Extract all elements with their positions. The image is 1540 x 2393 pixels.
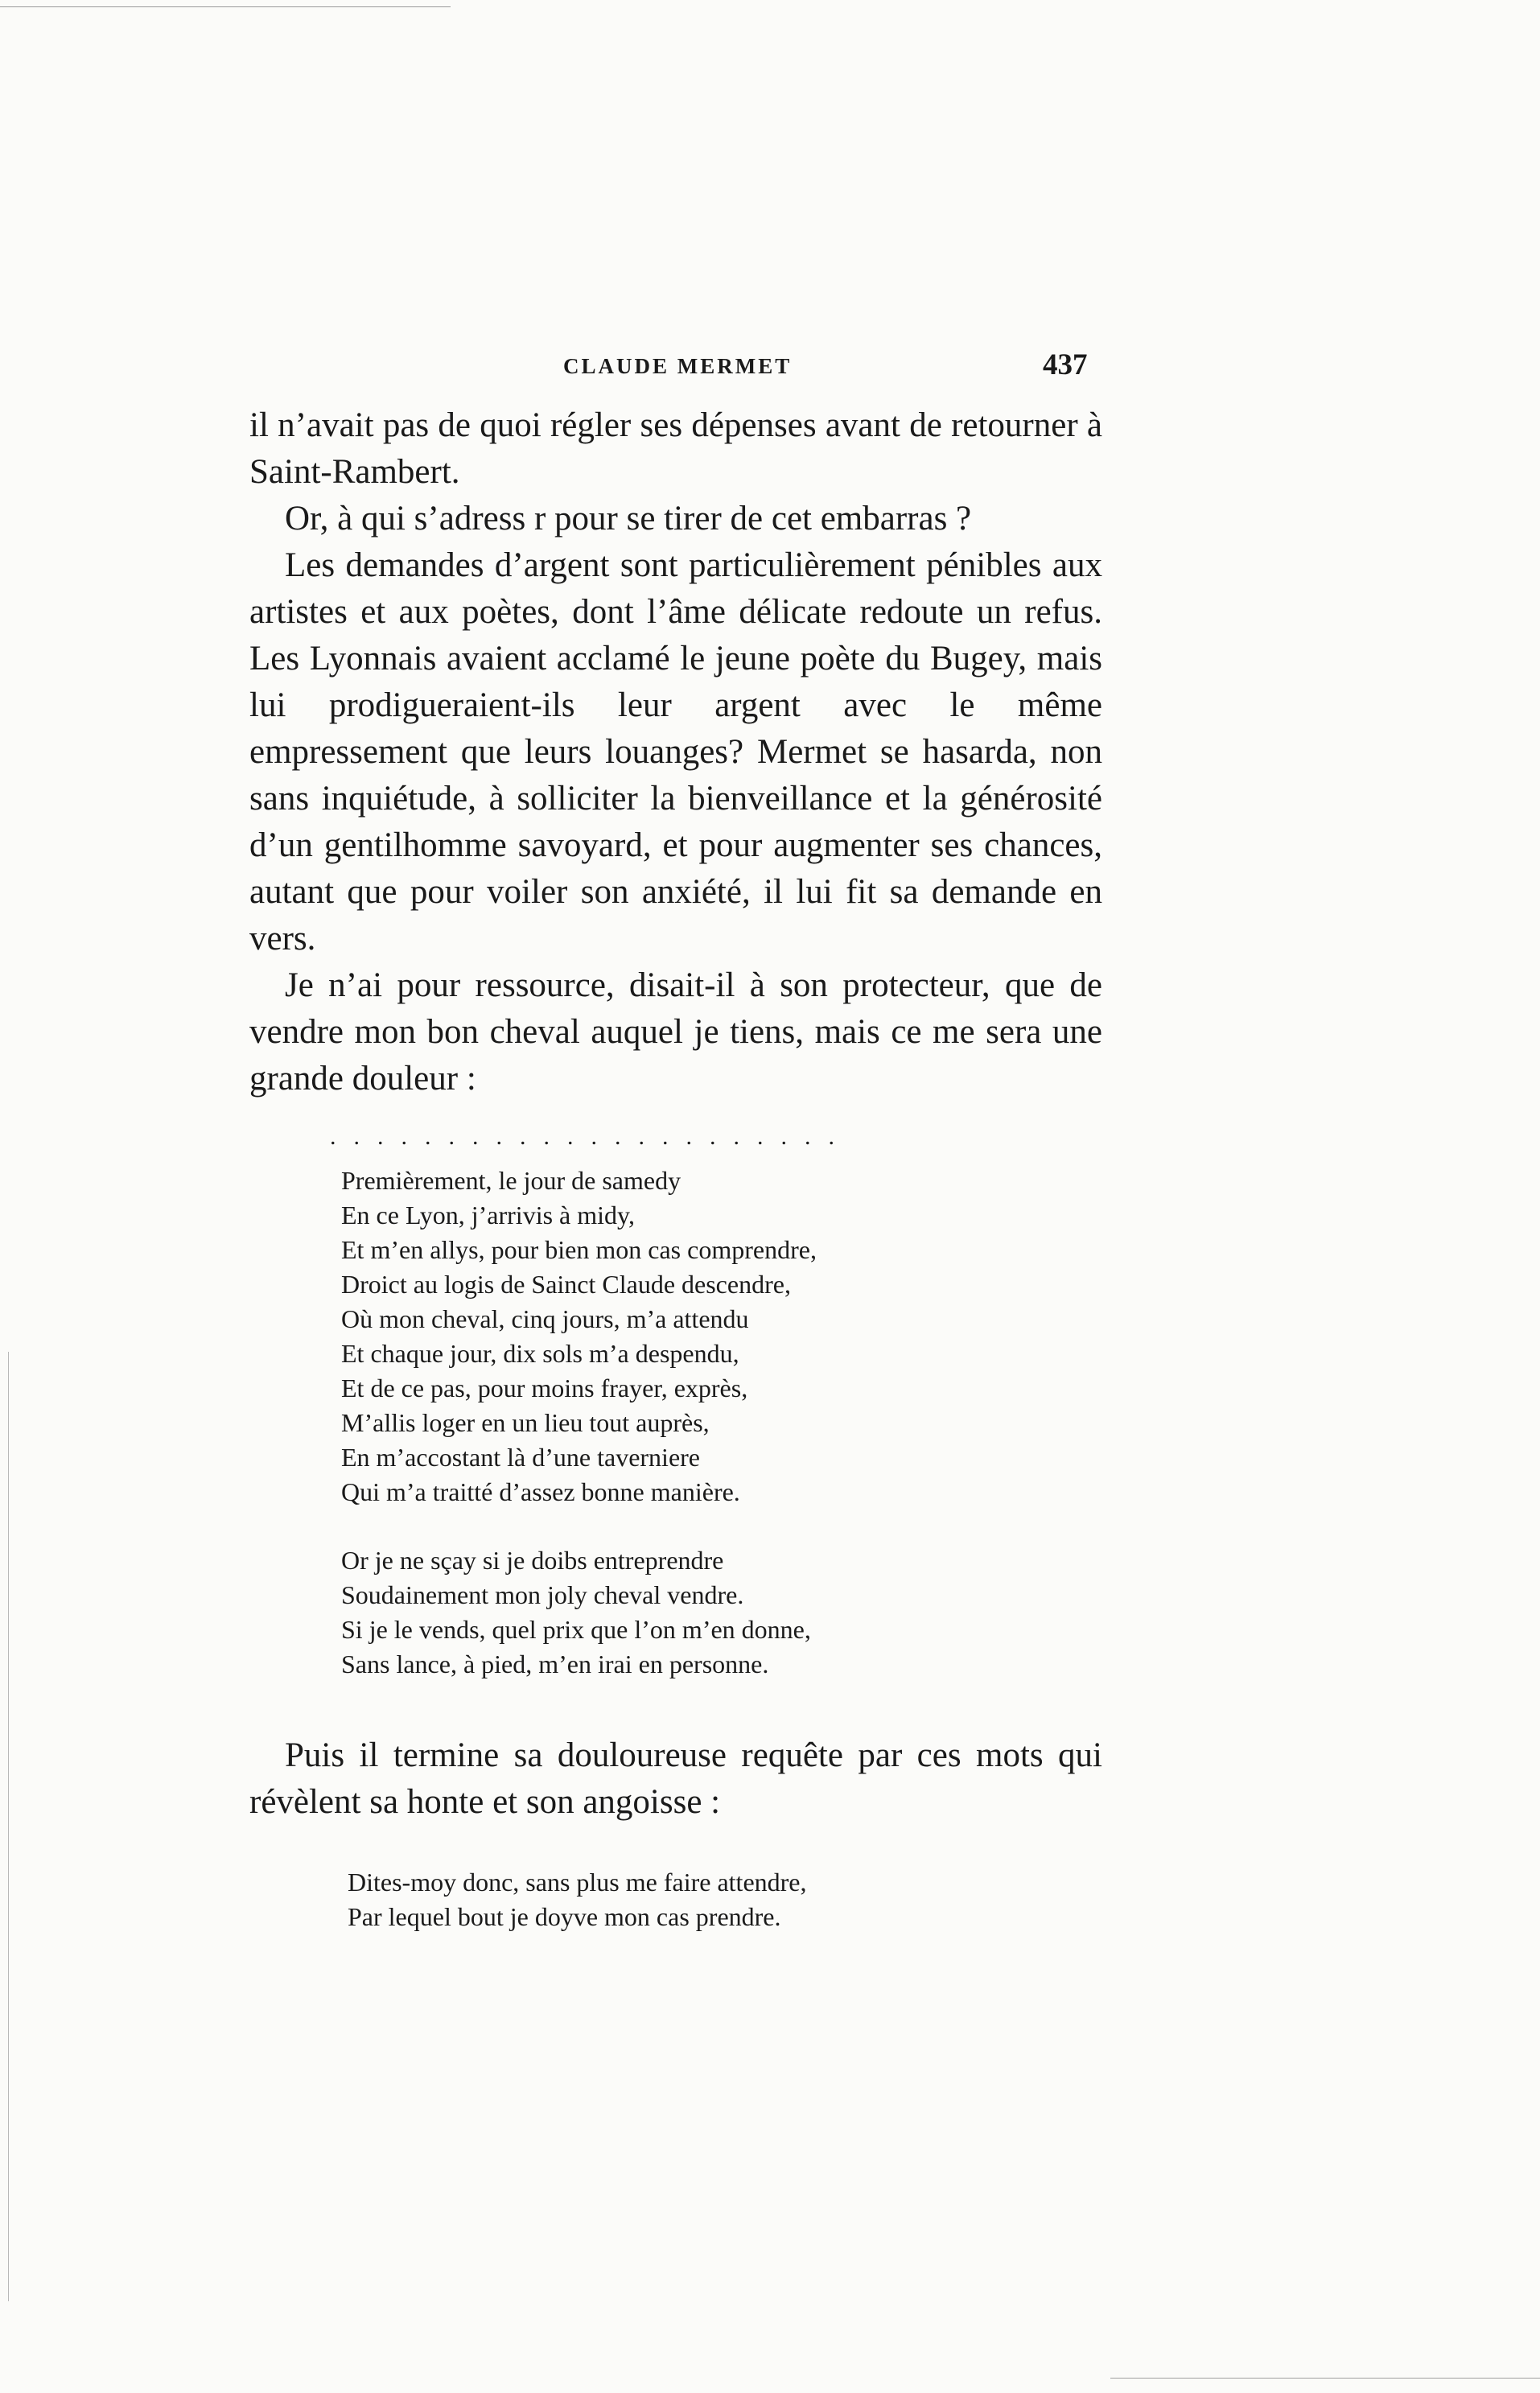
verse-line: Dites-moy donc, sans plus me faire attendre, [348,1868,807,1897]
paragraph: Or, à qui s’adress r pour se tirer de cet embarras ? [285,500,972,537]
verse-line: Où mon cheval, cinq jours, m’a attendu [341,1304,749,1333]
verse-line: En m’accostant là d’une taverniere [341,1443,700,1472]
verse-line: Sans lance, à pied, m’en irai en personne. [341,1650,769,1678]
verse-stanza-1 [341,1164,817,1510]
running-head: CLAUDE MERMET [563,354,793,378]
prose-block-1 [249,402,1102,1102]
paragraph: Puis il termine sa douloureuse requête par ces mots qui révèlent sa honte et son angoisse : [249,1736,1102,1821]
verse-line: M’allis loger en un lieu tout auprès, [341,1408,710,1437]
verse-stanza-3 [348,1865,807,1934]
verse-line: Premièrement, le jour de samedy [341,1166,681,1195]
verse-line: Droict au logis de Sainct Claude descendre, [341,1270,791,1299]
verse-line: En ce Lyon, j’arrivis à midy, [341,1201,635,1229]
scan-edge-rule-bottom [1110,2378,1540,2379]
ellipsis-line: ...................... [330,1123,852,1150]
paragraph: Les demandes d’argent sont particulièrement pénibles aux artistes et aux poètes, dont l’âme délicate redoute un refus. Les Lyonnais avaient acclamé le jeune poète du Bugey, mais lui prodigueraient-ils leur argent avec le même empressement que leurs louanges? Mermet se hasarda, non sans inquiétude, à solliciter la bienveillance et la générosité d’un gentilhomme savoyard, et pour augmenter ses chances, autant que pour voiler son anxiété, il lui fit sa demande en vers. [249,546,1102,958]
paragraph: Je n’ai pour ressource, disait-il à son protecteur, que de vendre mon bon cheval auquel je tiens, mais ce me sera une grande douleur : [249,966,1102,1098]
scan-edge-rule-top [0,6,451,7]
verse-line: Qui m’a traitté d’assez bonne manière. [341,1477,740,1506]
verse-line: Si je le vends, quel prix que l’on m’en donne, [341,1615,811,1644]
verse-line: Et chaque jour, dix sols m’a despendu, [341,1339,739,1368]
paragraph: il n’avait pas de quoi régler ses dépenses avant de retourner à Saint-Rambert. [249,406,1102,491]
page-number: 437 [1043,348,1088,381]
page-header [0,348,1540,388]
verse-line: Et m’en allys, pour bien mon cas comprendre, [341,1235,817,1264]
verse-line: Soudainement mon joly cheval vendre. [341,1580,744,1609]
verse-line: Par lequel bout je doyve mon cas prendre. [348,1902,781,1931]
verse-line: Et de ce pas, pour moins frayer, exprès, [341,1374,748,1402]
verse-line: Or je ne sçay si je doibs entreprendre [341,1546,724,1575]
verse-stanza-2 [341,1543,811,1682]
prose-block-2 [249,1732,1102,1826]
scan-edge-rule-left [8,1352,9,2301]
